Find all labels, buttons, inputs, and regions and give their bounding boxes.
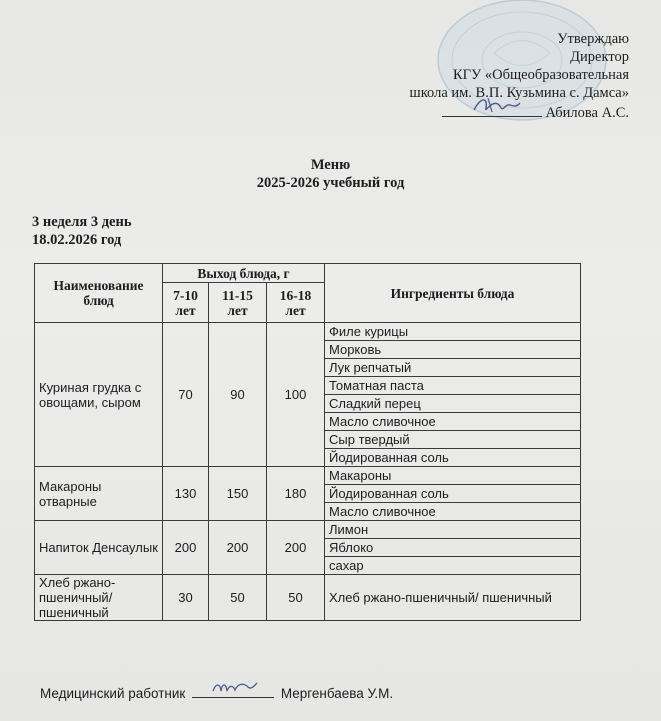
signature-underline — [442, 102, 542, 117]
ingredient: Филе курицы — [325, 323, 581, 341]
medical-worker-name: Мергенбаева У.М. — [280, 686, 394, 701]
week-day: 3 неделя 3 день — [32, 214, 132, 230]
table-row — [35, 323, 581, 341]
dish-output-11-15: 150 — [209, 467, 267, 521]
title-year: 2025-2026 учебный год — [256, 175, 405, 191]
title-menu: Меню — [310, 157, 351, 173]
menu-table — [34, 263, 581, 621]
dish-output-11-15: 50 — [209, 575, 267, 621]
ingredient: Томатная паста — [325, 377, 581, 395]
approval-position: Директор — [570, 49, 629, 65]
approval-block — [410, 30, 629, 122]
dish-output-7-10: 70 — [163, 323, 209, 467]
ingredient: Лук репчатый — [325, 359, 581, 377]
table-row — [35, 521, 581, 539]
ingredient: Масло сливочное — [325, 503, 581, 521]
ingredient: Сладкий перец — [325, 395, 581, 413]
dish-name: Макароны отварные — [35, 467, 163, 521]
dish-output-7-10: 130 — [163, 467, 209, 521]
menu-date: 18.02.2026 год — [32, 232, 122, 248]
dish-name: Хлеб ржано-пшеничный/ пшеничный — [35, 575, 163, 621]
ingredient: Лимон — [325, 521, 581, 539]
director-signature-line — [442, 102, 629, 122]
day-info — [32, 213, 132, 249]
approval-org-line2: школа им. В.П. Кузьмина с. Дамса» — [409, 85, 629, 101]
ingredient: Морковь — [325, 341, 581, 359]
ingredient: Йодированная соль — [325, 485, 581, 503]
approval-heading: Утверждаю — [557, 31, 629, 47]
header-age-11-15: 11-15 лет — [209, 283, 267, 323]
dish-output-7-10: 30 — [163, 575, 209, 621]
ingredient: сахар — [325, 557, 581, 575]
table-row — [35, 575, 581, 621]
approval-org-line1: КГУ «Общеобразовательная — [452, 67, 629, 83]
ingredient: Хлеб ржано-пшеничный/ пшеничный — [325, 575, 581, 621]
dish-output-16-18: 50 — [267, 575, 325, 621]
director-signature — [470, 94, 530, 116]
dish-name: Напиток Денсаулык — [35, 521, 163, 575]
dish-output-11-15: 90 — [209, 323, 267, 467]
header-age-16-18: 16-18 лет — [267, 283, 325, 323]
ingredient: Макароны — [325, 467, 581, 485]
medical-signature — [210, 677, 260, 697]
dish-output-16-18: 100 — [267, 323, 325, 467]
ingredient: Масло сливочное — [325, 413, 581, 431]
medical-role: Медицинский работник — [40, 686, 186, 701]
ingredient: Йодированная соль — [325, 449, 581, 467]
director-name: Абилова А.С. — [545, 105, 629, 121]
ingredient: Яблоко — [325, 539, 581, 557]
dish-output-16-18: 180 — [267, 467, 325, 521]
medical-signature-line — [192, 683, 274, 698]
dish-output-7-10: 200 — [163, 521, 209, 575]
document-title — [0, 156, 661, 192]
table-row — [35, 467, 581, 485]
dish-output-11-15: 200 — [209, 521, 267, 575]
medical-signature-block — [40, 683, 393, 701]
header-output: Выход блюда, г — [163, 264, 325, 283]
dish-name: Куриная грудка с овощами, сыром — [35, 323, 163, 467]
header-age-7-10: 7-10 лет — [163, 283, 209, 323]
header-ingredients: Ингредиенты блюда — [325, 264, 581, 323]
dish-output-16-18: 200 — [267, 521, 325, 575]
table-header-row — [35, 264, 581, 283]
ingredient: Сыр твердый — [325, 431, 581, 449]
header-dish-name: Наименование блюд — [35, 264, 163, 323]
